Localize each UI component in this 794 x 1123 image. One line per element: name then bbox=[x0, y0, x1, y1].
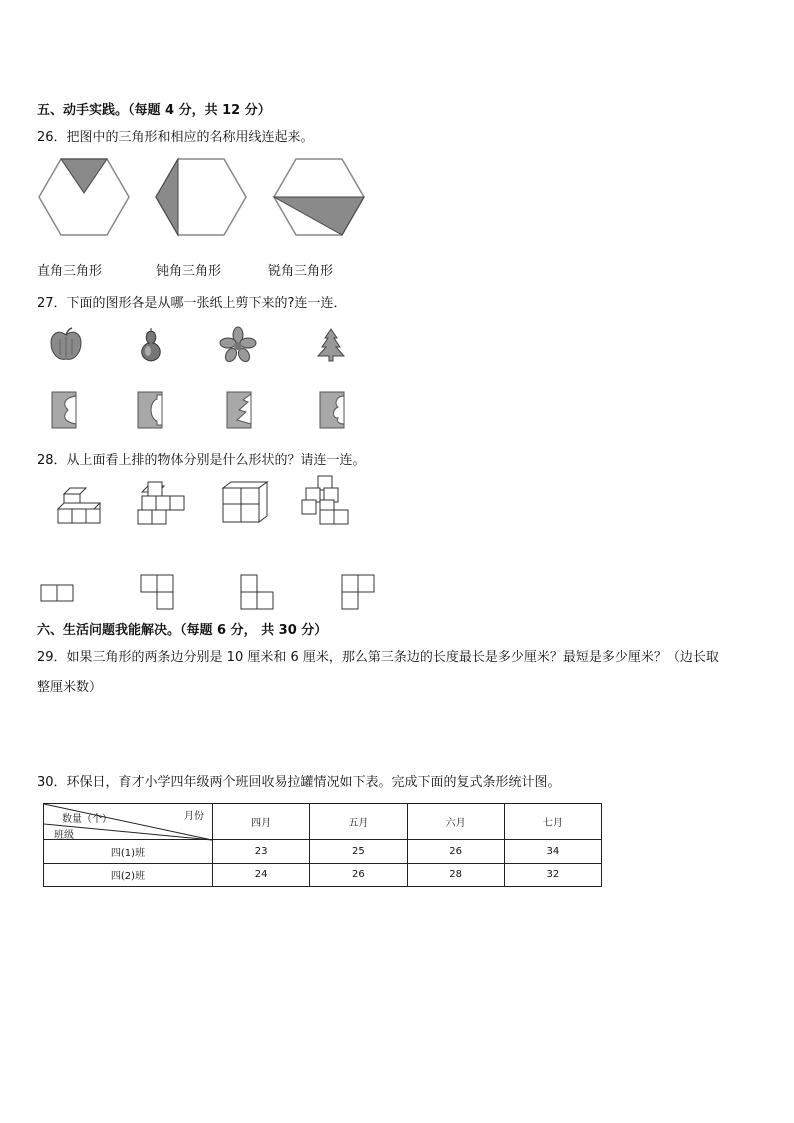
paper-1[interactable] bbox=[50, 390, 80, 430]
top-view-1[interactable] bbox=[40, 584, 80, 608]
question-30-text: 30．环保日，育才小学四年级两个班回收易拉罐情况如下表。完成下面的复式条形统计图。 bbox=[37, 775, 561, 790]
table-row bbox=[44, 863, 602, 887]
table-corner-cell bbox=[44, 804, 213, 840]
tree-shape[interactable] bbox=[316, 327, 346, 363]
table-cell: 34 bbox=[504, 840, 601, 864]
table-cell: 26 bbox=[310, 863, 407, 887]
header-month-july: 七月 bbox=[504, 804, 601, 840]
row-class-name: 四(1)班 bbox=[44, 840, 213, 864]
shaded-triangle bbox=[274, 197, 364, 235]
question-29-text-line2: 整厘米数） bbox=[37, 680, 103, 695]
hexagon-figure-2[interactable] bbox=[156, 157, 246, 237]
label-obtuse-triangle[interactable]: 钝角三角形 bbox=[156, 264, 222, 279]
top-view-2[interactable] bbox=[140, 574, 180, 612]
header-month-april: 四月 bbox=[213, 804, 310, 840]
row-class-name: 四(2)班 bbox=[44, 863, 213, 887]
label-acute-triangle[interactable]: 锐角三角形 bbox=[268, 264, 334, 279]
table-cell: 23 bbox=[213, 840, 310, 864]
table-cell: 28 bbox=[407, 863, 504, 887]
header-month-june: 六月 bbox=[407, 804, 504, 840]
paper-3[interactable] bbox=[225, 390, 255, 430]
corner-label-month: 月份 bbox=[184, 811, 204, 822]
flower-shape[interactable] bbox=[220, 327, 256, 363]
apple-shape[interactable] bbox=[49, 327, 83, 363]
table-cell: 26 bbox=[407, 840, 504, 864]
question-28-text: 28．从上面看上排的物体分别是什么形状的？请连一连。 bbox=[37, 453, 366, 468]
corner-label-quantity: 数量（个） bbox=[62, 814, 112, 825]
top-view-3[interactable] bbox=[240, 574, 280, 612]
question-29-text-line1: 29．如果三角形的两条边分别是 10 厘米和 6 厘米，那么第三条边的长度最长是多少厘米？最短是多少厘米？（边长取 bbox=[37, 650, 719, 665]
hexagon-figure-1[interactable] bbox=[39, 157, 129, 237]
paper-4[interactable] bbox=[318, 390, 348, 430]
table-header-row bbox=[44, 804, 602, 840]
question-26-text: 26．把图中的三角形和相应的名称用线连起来。 bbox=[37, 130, 314, 145]
paper-2[interactable] bbox=[136, 390, 166, 430]
hexagon-figure-3[interactable] bbox=[274, 157, 364, 237]
section-6-heading: 六、生活问题我能解决。（每题 6 分， 共 30 分） bbox=[37, 623, 328, 638]
corner-label-class: 班级 bbox=[54, 830, 74, 841]
cube-object-4[interactable] bbox=[300, 474, 356, 524]
gourd-shape[interactable] bbox=[136, 327, 166, 363]
section-5-heading: 五、动手实践。（每题 4 分，共 12 分） bbox=[37, 103, 271, 118]
shaded-triangle bbox=[156, 159, 178, 235]
cube-object-2[interactable] bbox=[136, 480, 186, 530]
shaded-triangle bbox=[61, 159, 107, 193]
label-right-triangle[interactable]: 直角三角形 bbox=[37, 264, 103, 279]
table-cell: 25 bbox=[310, 840, 407, 864]
cube-object-3[interactable] bbox=[221, 480, 271, 530]
header-month-may: 五月 bbox=[310, 804, 407, 840]
table-cell: 32 bbox=[504, 863, 601, 887]
recycling-data-table bbox=[43, 803, 602, 887]
table-row bbox=[44, 840, 602, 864]
top-view-4[interactable] bbox=[341, 574, 381, 612]
cube-object-1[interactable] bbox=[56, 485, 106, 535]
question-27-text: 27．下面的图形各是从哪一张纸上剪下来的?连一连． bbox=[37, 296, 347, 311]
table-cell: 24 bbox=[213, 863, 310, 887]
